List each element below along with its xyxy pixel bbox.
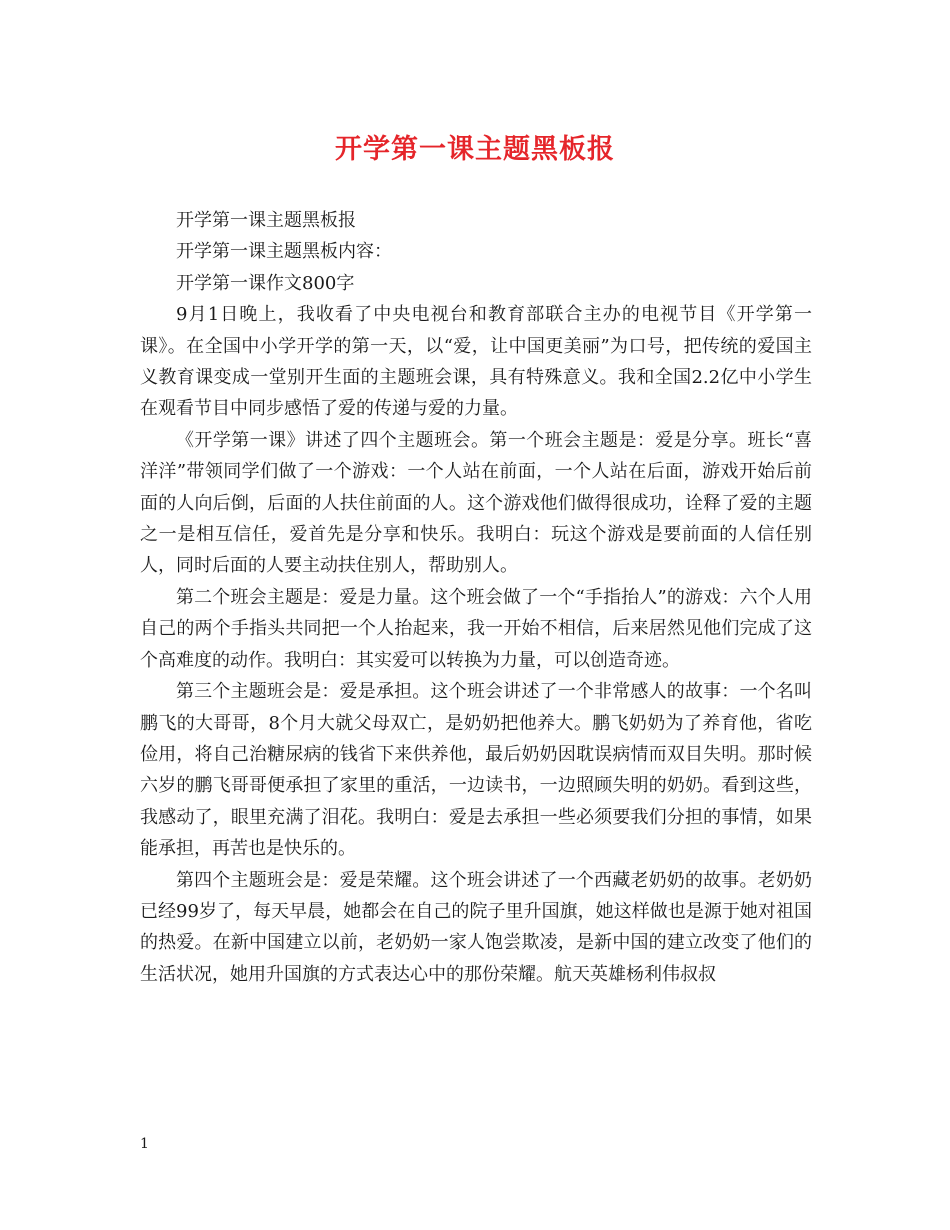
paragraph: 开学第一课主题黑板内容： [176,241,392,263]
document-body [140,205,812,990]
paragraph: 第二个班会主题是：爱是力量。这个班会做了一个“手指抬人”的游戏：六个人用自己的两个手指头共同把一个人抬起来，我一开始不相信，后来居然见他们完成了这个高难度的动作。我明白：其实爱可以转换为力量，可以创造奇迹。 [140,586,812,671]
paragraph: 开学第一课作文800字 [176,272,355,294]
paragraph: 9月1日晚上，我收看了中央电视台和教育部联合主办的电视节目《开学第一课》。在全国中小学开学的第一天，以“爱，让中国更美丽”为口号，把传统的爱国主义教育课变成一堂别开生面的主题班会课，具有特殊意义。我和全国2.2亿中小学生在观看节目中同步感悟了爱的传递与爱的力量。 [140,304,812,420]
paragraph: 第四个主题班会是：爱是荣耀。这个班会讲述了一个西藏老奶奶的故事。老奶奶已经99岁了，每天早晨，她都会在自己的院子里升国旗，她这样做也是源于她对祖国的热爱。在新中国建立以前，老奶奶一家人饱尝欺凌，是新中国的建立改变了他们的生活状况，她用升国旗的方式表达心中的那份荣耀。航天英雄杨利伟叔叔 [140,869,812,985]
paragraph: 《开学第一课》讲述了四个主题班会。第一个班会主题是：爱是分享。班长“喜洋洋”带领同学们做了一个游戏：一个人站在前面，一个人站在后面，游戏开始后前面的人向后倒，后面的人扶住前面的人。这个游戏他们做得很成功，诠释了爱的主题之一是相互信任，爱首先是分享和快乐。我明白：玩这个游戏是要前面的人信任别人，同时后面的人要主动扶住别人，帮助别人。 [140,429,812,577]
document-title: 开学第一课主题黑板报 [335,134,615,165]
paragraph: 第三个主题班会是：爱是承担。这个班会讲述了一个非常感人的故事：一个名叫鹏飞的大哥哥，8个月大就父母双亡，是奶奶把他养大。鹏飞奶奶为了养育他，省吃俭用，将自己治糖尿病的钱省下来供养他，最后奶奶因耽误病情而双目失明。那时候六岁的鹏飞哥哥便承担了家里的重活，一边读书，一边照顾失明的奶奶。看到这些，我感动了，眼里充满了泪花。我明白：爱是去承担一些必须要我们分担的事情，如果能承担，再苦也是快乐的。 [140,681,812,860]
paragraph: 开学第一课主题黑板报 [176,210,356,231]
page-number: 1 [140,1136,149,1152]
